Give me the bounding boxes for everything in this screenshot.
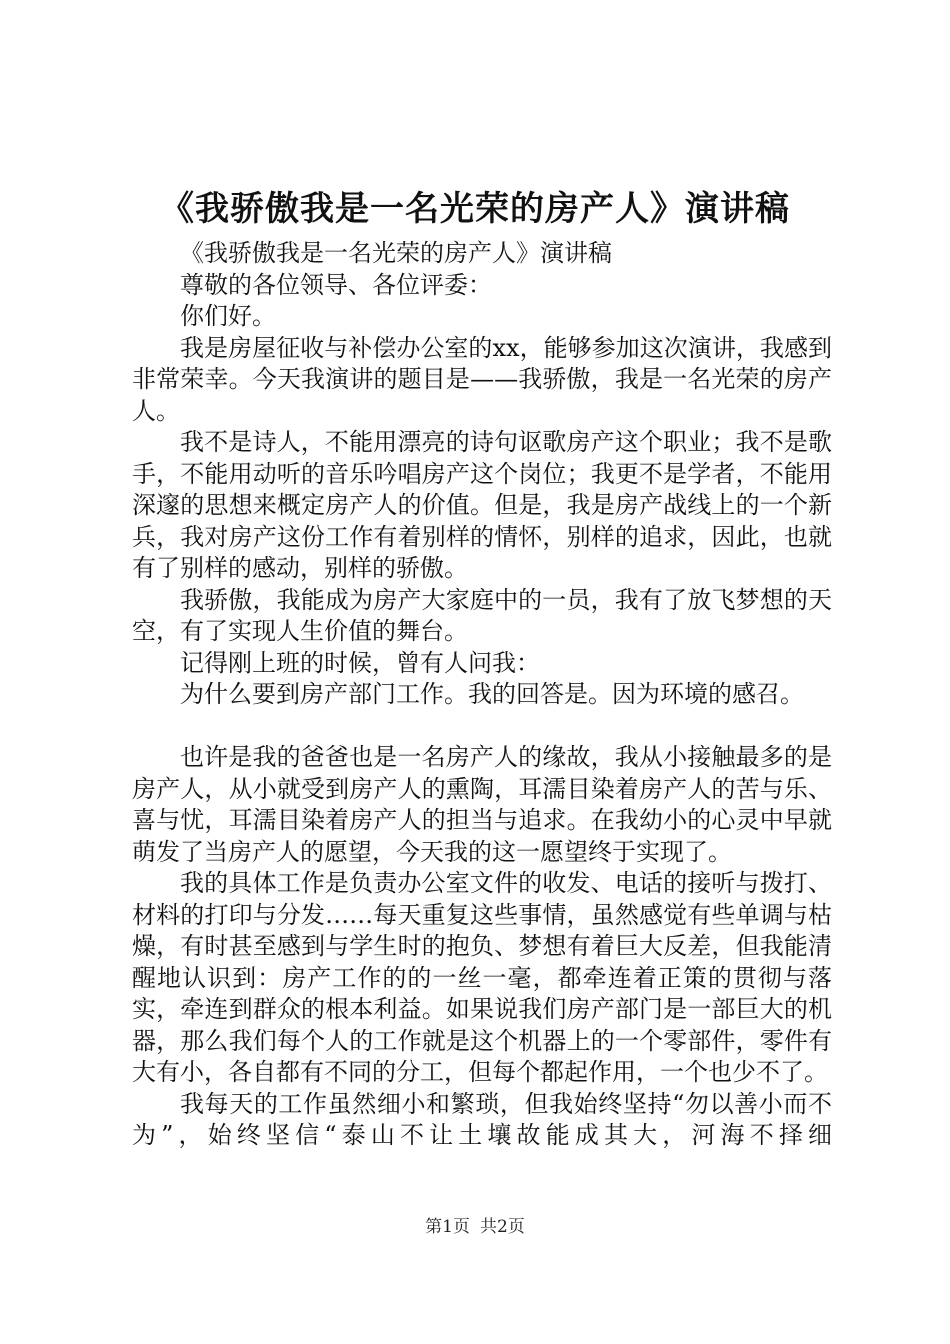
paragraph-daily-work: 我每天的工作虽然细小和繁琐，但我始终坚持“勿以善小而不为”，始终坚信“泰山不让土壤故能成其大，河海不择细 [132, 1089, 832, 1149]
paragraph-salutation: 尊敬的各位领导、各位评委： [180, 270, 492, 299]
paragraph-why: 为什么要到房产部门工作。我的回答是。因为环境的感召。 [180, 680, 804, 708]
document-title: 《我骄傲我是一名光荣的房产人》演讲稿 [160, 189, 790, 229]
paragraph-proud: 我骄傲，我能成为房产大家庭中的一员，我有了放飞梦想的天空，有了实现人生价值的舞台。 [132, 585, 832, 645]
page-total: 共2页 [480, 1217, 525, 1237]
paragraph-greeting: 你们好。 [180, 302, 276, 330]
page-number: 第1页 [425, 1217, 470, 1237]
paragraph-subtitle: 《我骄傲我是一名光荣的房产人》演讲稿 [180, 239, 612, 267]
document-body [132, 238, 832, 1152]
paragraph-intro: 我是房屋征收与补偿办公室的xx，能够参加这次演讲，我感到非常荣幸。今天我演讲的题目是——我骄傲，我是一名光荣的房产人。 [132, 333, 832, 425]
paragraph-job: 我的具体工作是负责办公室文件的收发、电话的接听与拨打、材料的打印与分发……每天重复这些事情，虽然感觉有些单调与枯燥，有时甚至感到与学生时的抱负、梦想有着巨大反差，但我能清醒地认识到：房产工作的的一丝一毫，都牵连着正策的贯彻与落实，牵连到群众的根本利益。如果说我们房产部门是一部巨大的机器，那么我们每个人的工作就是这个机器上的一个零部件，零件有大有小，各自都有不同的分工，但每个都起作用，一个也少不了。 [132, 869, 832, 1086]
paragraph-not-poet: 我不是诗人，不能用漂亮的诗句讴歌房产这个职业；我不是歌手，不能用动听的音乐吟唱房产这个岗位；我更不是学者，不能用深邃的思想来概定房产人的价值。但是，我是房产战线上的一个新兵，我对房产这份工作有着别样的情怀，别样的追求，因此，也就有了别样的感动，别样的骄傲。 [132, 428, 832, 582]
paragraph-gap [132, 711, 832, 743]
page-footer [0, 1216, 950, 1238]
paragraph-father: 也许是我的爸爸也是一名房产人的缘故，我从小接触最多的是房产人，从小就受到房产人的熏陶，耳濡目染着房产人的苦与乐、喜与忧，耳濡目染着房产人的担当与追求。在我幼小的心灵中早就萌发了当房产人的愿望，今天我的这一愿望终于实现了。 [132, 743, 832, 866]
paragraph-remember: 记得刚上班的时候，曾有人问我： [180, 648, 540, 677]
